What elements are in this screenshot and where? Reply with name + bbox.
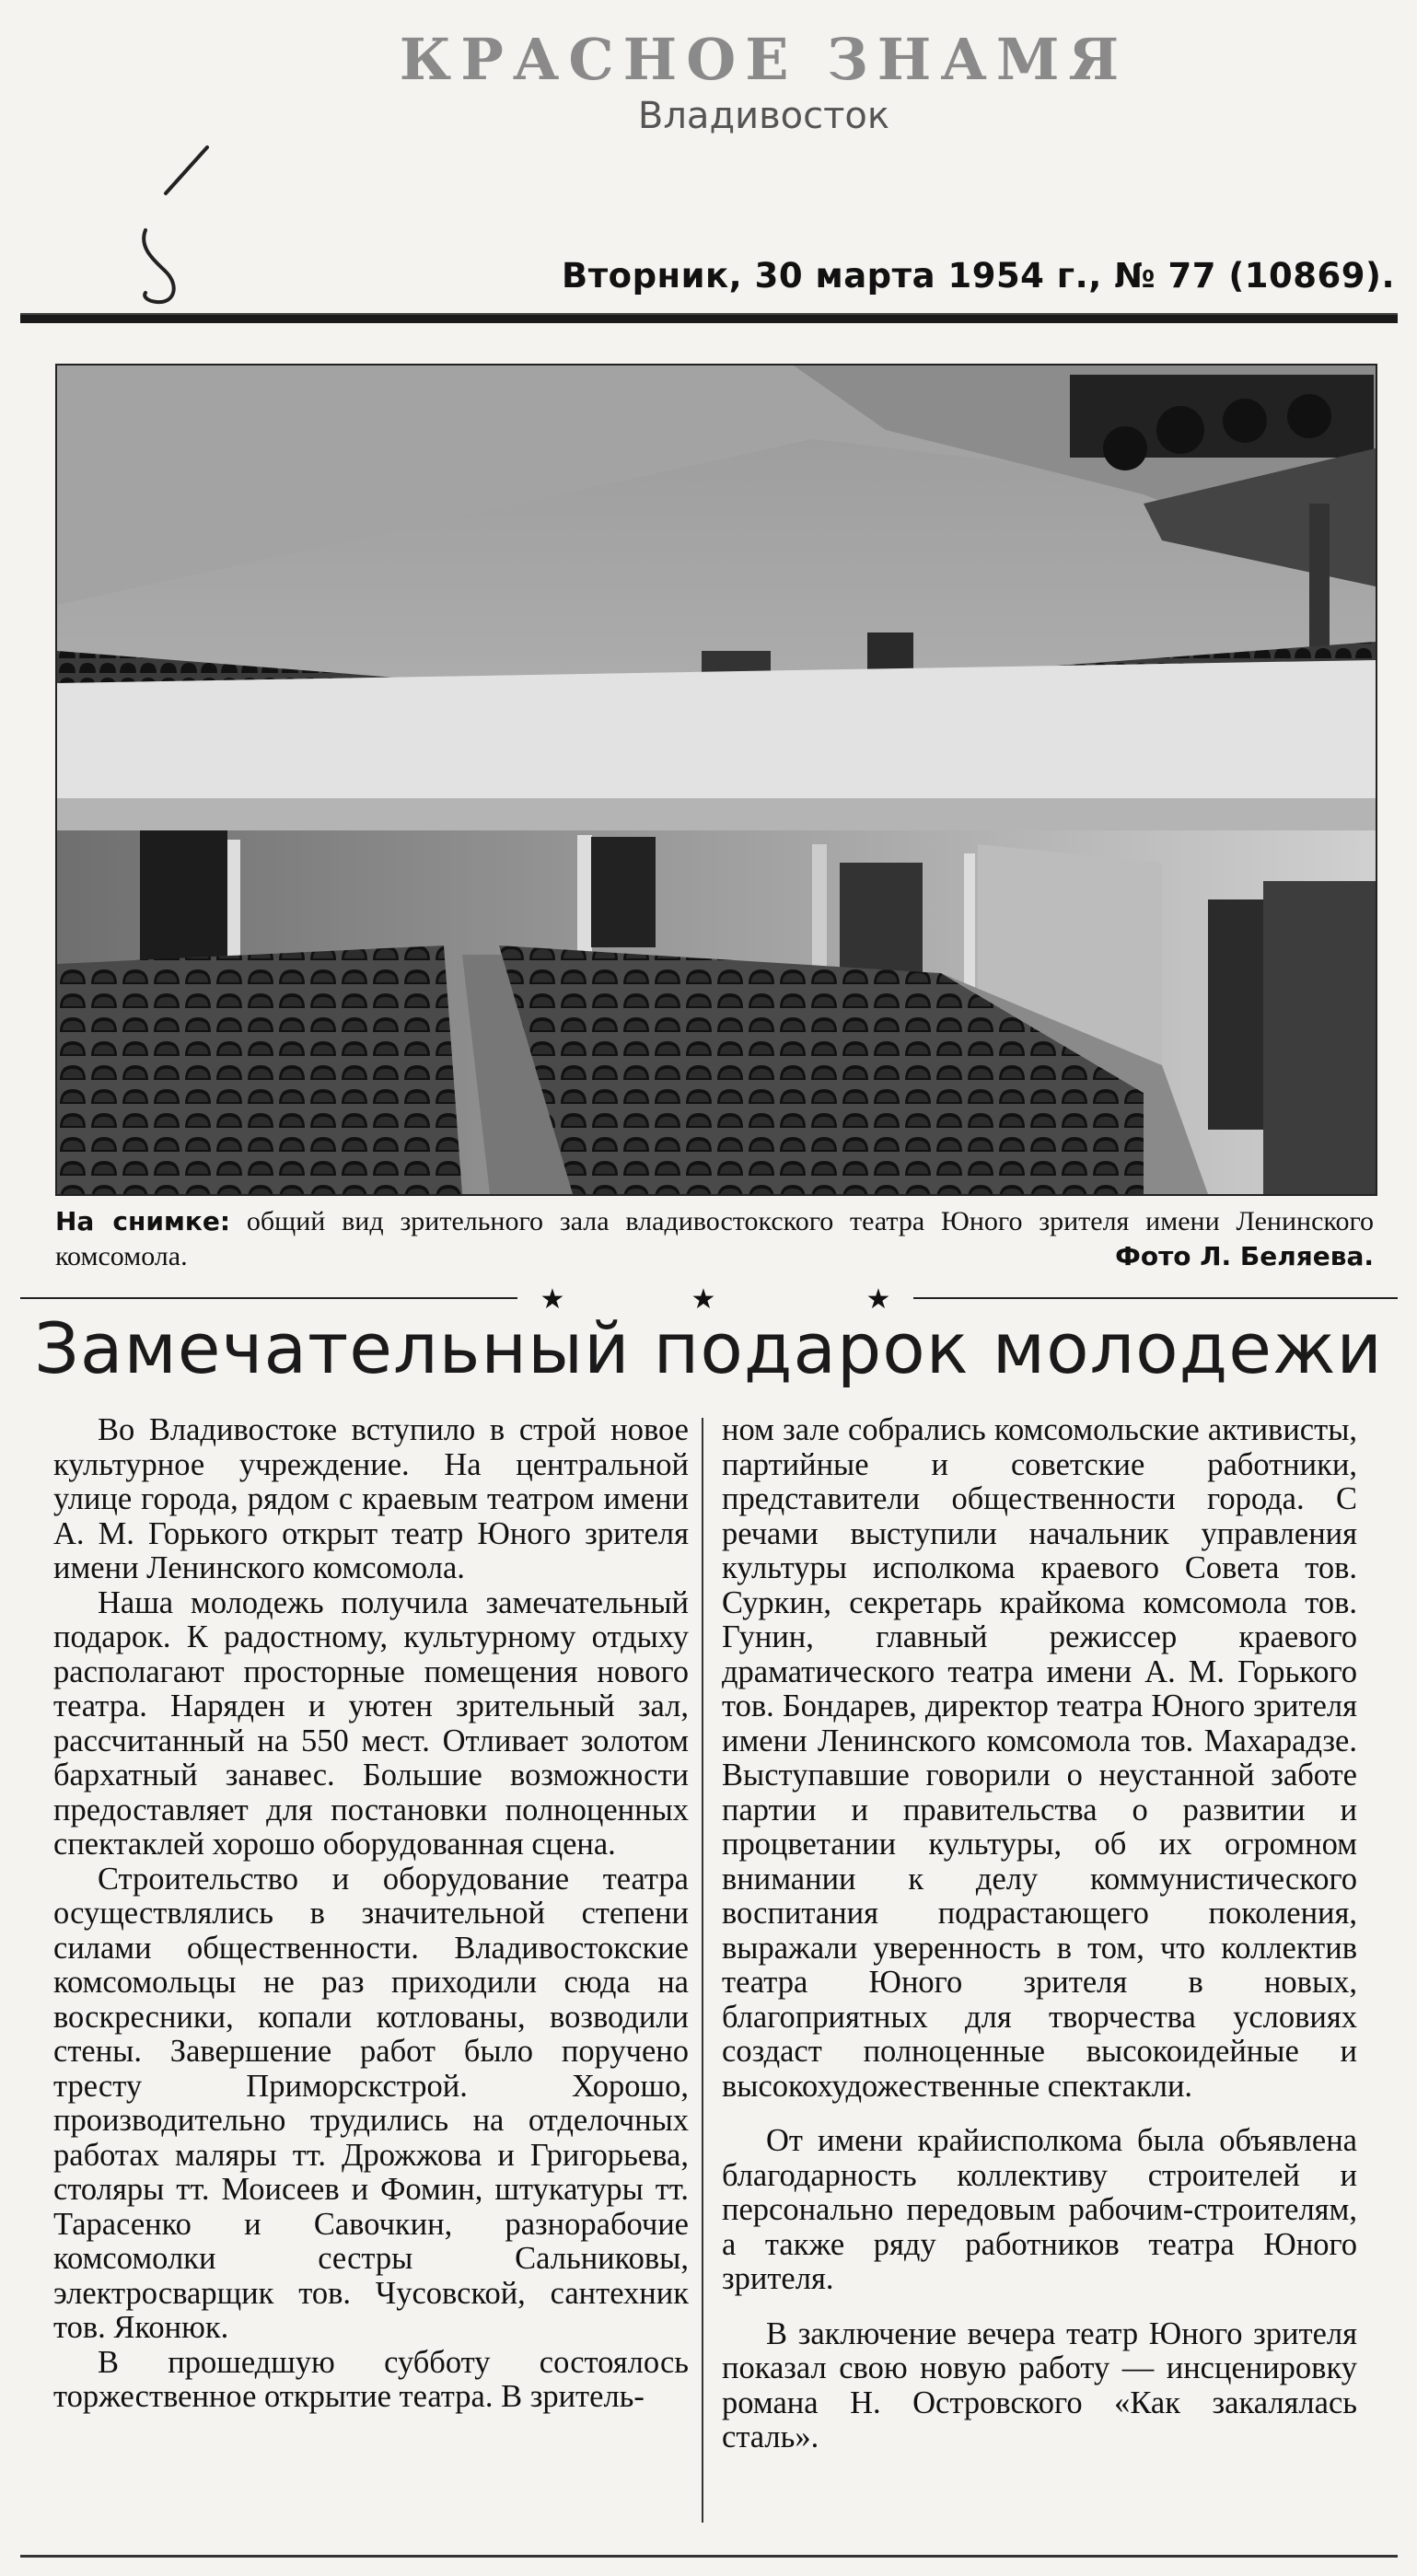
article-paragraph: Строительство и оборудование театра осуществлялись в значительной степени силами общественности. Владивостокские комсомольцы не раз приходили сюда на воскресники, копали котлованы, возводили стены. Завершение работ было поручено тресту Приморскстрой. Хорошо, производительно трудились на отделочных работах маляры тт. Дрожжова и Григорьева, столяры тт. Моисеев и Фомин, штукатуры тт. Тарасенко и Савочкин, разнорабочие комсомолки сестры Сальниковы, электросварщик тов. Чусовской, сантехник тов. Яконюк. bbox=[53, 1861, 689, 2345]
masthead-rule bbox=[20, 313, 1398, 323]
photo-caption bbox=[55, 1204, 1374, 1274]
caption-text: общий вид зрительного зала владивостокского театра Юного зрителя имени Ленинского комсомола. bbox=[55, 1206, 1374, 1271]
article-paragraph: От имени крайисполкома была объявлена благодарность коллективу строителей и персонально передовым рабочим-строителям, а также ряду работников театра Юного зрителя. bbox=[722, 2123, 1357, 2296]
bottom-rule bbox=[20, 2555, 1398, 2558]
article-paragraph: Наша молодежь получила замечательный подарок. К радостному, культурному отдыху располагают просторные помещения нового театра. Наряден и уютен зрительный зал, рассчитанный на 550 мест. Отливает золотом бархатный занавес. Большие возможности предоставляет для постановки полноценных спектаклей хорошо оборудованная сцена. bbox=[53, 1584, 689, 1862]
star-icon: ★ bbox=[691, 1284, 716, 1312]
article-paragraph: ном зале собрались комсомольские активисты, партийные и советские работники, представители общественности города. С речами выступили начальник управления культуры исполкома краевого Совета тов. Суркин, секретарь крайкома комсомола тов. Гунин, главный режиссер краевого драматического театра имени А. М. Горького тов. Бондарев, директор театра Юного зрителя имени Ленинского комсомола тов. Махарадзе. Выступавшие говорили о неустанной заботе партии и правительства о развитии и процветании культуры, об их огромном внимании к делу коммунистического воспитания подрастающего поколения, выражали уверенность в том, что коллектив театра Юного зрителя в новых, благоприятных для творчества условиях создаст полноценные высокоидейные и высокохудожественные спектакли. bbox=[722, 1412, 1357, 2104]
theater-hall-photo bbox=[55, 364, 1377, 1196]
photo-credit: Фото Л. Беляева. bbox=[1115, 1241, 1374, 1271]
article-paragraph: В заключение вечера театр Юного зрителя показал свою новую работу — инсценировку романа Н. Островского «Как закалялась сталь». bbox=[722, 2315, 1357, 2454]
newspaper-title: КРАСНОЕ ЗНАМЯ bbox=[399, 26, 1129, 93]
article-paragraph: В прошедшую субботу состоялось торжественное открытие театра. В зритель- bbox=[53, 2344, 689, 2414]
article-headline: Замечательный подарок молодежи bbox=[34, 1307, 1383, 1389]
handwritten-mark-icon bbox=[129, 138, 230, 313]
star-icon: ★ bbox=[540, 1284, 565, 1312]
theater-hall-illustration bbox=[57, 366, 1376, 1194]
article-column-left bbox=[53, 1413, 689, 2415]
masthead bbox=[0, 26, 1417, 137]
issue-date-line: Вторник, 30 марта 1954 г., № 77 (10869). bbox=[562, 256, 1396, 296]
newspaper-city: Владивосток bbox=[637, 95, 890, 137]
caption-lead: На снимке: bbox=[55, 1206, 231, 1236]
article-column-right bbox=[722, 1413, 1357, 2455]
column-divider bbox=[702, 1418, 703, 2523]
star-icon: ★ bbox=[865, 1284, 891, 1312]
article-paragraph: Во Владивостоке вступило в строй новое культурное учреждение. На центральной улице города, рядом с краевым театром имени А. М. Горького открыт театр Юного зрителя имени Ленинского комсомола. bbox=[53, 1412, 689, 1585]
